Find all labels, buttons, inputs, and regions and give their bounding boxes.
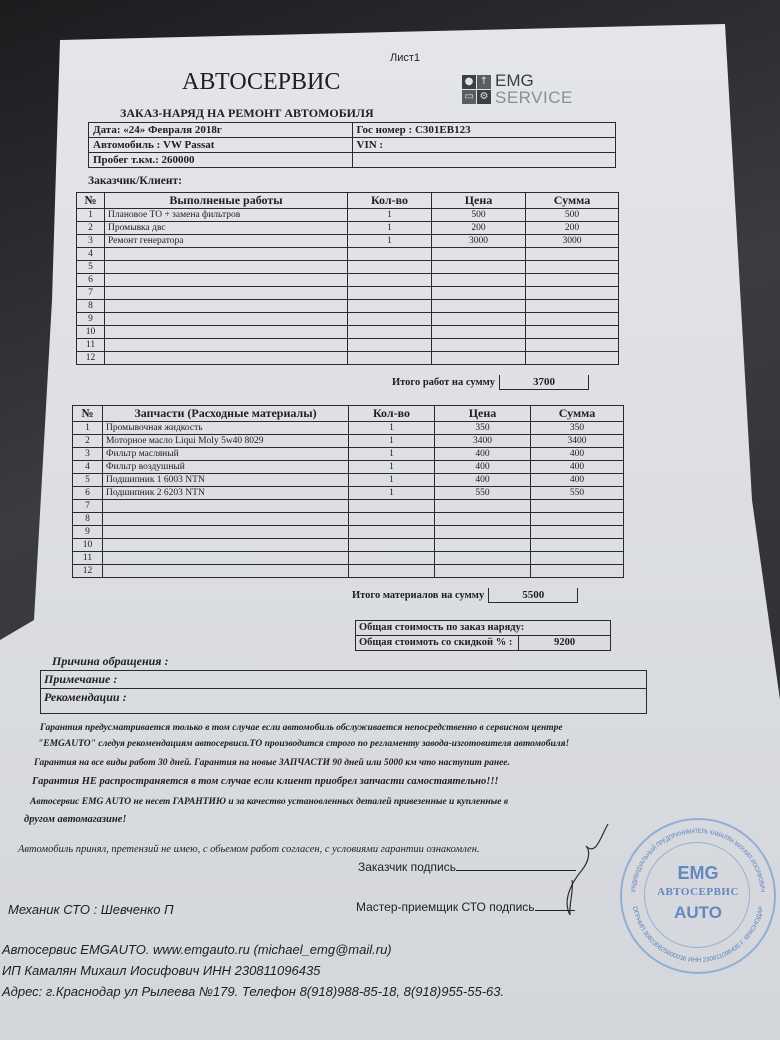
works-row-number: 7 xyxy=(77,287,105,300)
mechanic-name: Механик СТО : Шевченко П xyxy=(8,902,174,917)
cost-summary-table xyxy=(355,620,611,651)
parts-col-qty: Кол-во xyxy=(349,406,435,422)
parts-row-sum: 350 xyxy=(531,422,624,435)
parts-row xyxy=(73,565,624,578)
works-row-name xyxy=(105,261,348,274)
empty-field xyxy=(352,153,616,168)
parts-row-sum: 400 xyxy=(531,461,624,474)
works-row-price xyxy=(432,248,526,261)
works-row-price xyxy=(432,300,526,313)
works-row-sum xyxy=(526,300,619,313)
works-row xyxy=(77,339,619,352)
works-row-name xyxy=(105,352,348,365)
works-row-qty xyxy=(348,274,432,287)
date-field: Дата: «24» Февраля 2018г xyxy=(89,123,353,138)
parts-row-qty: 1 xyxy=(349,448,435,461)
vehicle-info-table xyxy=(88,122,616,168)
works-row xyxy=(77,326,619,339)
works-row-name: Промывка двс xyxy=(105,222,348,235)
works-row-name xyxy=(105,287,348,300)
parts-row xyxy=(73,552,624,565)
works-row xyxy=(77,248,619,261)
parts-row xyxy=(73,500,624,513)
parts-row-sum xyxy=(531,539,624,552)
parts-row xyxy=(73,461,624,474)
parts-row-number: 10 xyxy=(73,539,103,552)
works-row-number: 2 xyxy=(77,222,105,235)
parts-row-name: Фильтр воздушный xyxy=(103,461,349,474)
parts-row-sum xyxy=(531,526,624,539)
stamp-ring-bottom: ОГРНИП 308230825600036 ИНН 230811096435 Г. КРАСНОДАР xyxy=(630,905,766,965)
parts-row-name xyxy=(103,539,349,552)
works-col-price: Цена xyxy=(432,193,526,209)
logo-text xyxy=(495,72,573,106)
parts-row-name xyxy=(103,526,349,539)
works-row-name xyxy=(105,274,348,287)
parts-row-name: Фильтр масляный xyxy=(103,448,349,461)
works-row-sum xyxy=(526,313,619,326)
parts-row-name xyxy=(103,513,349,526)
works-row-number: 11 xyxy=(77,339,105,352)
warranty-line-1: Гарантия предусматривается только в том случае если автомобиль обслуживается непосредственно в сервисном центре xyxy=(40,723,563,733)
parts-row-price xyxy=(435,513,531,526)
works-row-price: 200 xyxy=(432,222,526,235)
parts-row-sum xyxy=(531,552,624,565)
works-row-qty xyxy=(348,326,432,339)
works-row-price xyxy=(432,274,526,287)
warranty-line-2: "EMGAUTO" следуя рекомендациям автосервиса.ТО производится строго по регламенту завода-изготовителя автомобиля! xyxy=(38,739,570,749)
master-signature-line xyxy=(535,898,575,911)
car-field: Автомобиль : VW Passat xyxy=(89,138,353,153)
parts-col-name: Запчасти (Расходные материалы) xyxy=(103,406,349,422)
works-row-name xyxy=(105,326,348,339)
works-row xyxy=(77,209,619,222)
works-row-number: 8 xyxy=(77,300,105,313)
notes-box xyxy=(40,670,647,714)
parts-row xyxy=(73,539,624,552)
works-row-price xyxy=(432,287,526,300)
works-row-number: 9 xyxy=(77,313,105,326)
parts-row-qty: 1 xyxy=(349,422,435,435)
works-row-sum: 200 xyxy=(526,222,619,235)
works-row-qty xyxy=(348,261,432,274)
works-row-sum: 500 xyxy=(526,209,619,222)
master-signature-label: Мастер-приемщик СТО подпись xyxy=(356,900,535,914)
document-subtitle: ЗАКАЗ-НАРЯД НА РЕМОНТ АВТОМОБИЛЯ xyxy=(120,106,374,120)
works-row-name xyxy=(105,339,348,352)
works-row-name: Ремонт генератора xyxy=(105,235,348,248)
emg-service-logo xyxy=(462,72,573,106)
parts-row xyxy=(73,422,624,435)
works-row xyxy=(77,235,619,248)
parts-row-name: Моторное масло Liqui Moly 5w40 8029 xyxy=(103,435,349,448)
parts-row-number: 6 xyxy=(73,487,103,500)
works-row xyxy=(77,222,619,235)
parts-total xyxy=(352,588,578,603)
parts-row xyxy=(73,526,624,539)
works-col-qty: Кол-во xyxy=(348,193,432,209)
parts-row-sum xyxy=(531,500,624,513)
footer-address-phone: Адрес: г.Краснодар ул Рылеева №179. Телефон 8(918)988-85-18, 8(918)955-55-63. xyxy=(2,984,505,999)
master-signature xyxy=(356,898,575,914)
parts-row-qty xyxy=(349,500,435,513)
parts-header-row xyxy=(73,406,624,422)
warranty-line-4: Гарантия НЕ распространяется в том случае если клиент приобрел запчасти самостаятельно!!! xyxy=(32,776,499,787)
works-row xyxy=(77,313,619,326)
works-row-number: 6 xyxy=(77,274,105,287)
works-row-name xyxy=(105,300,348,313)
parts-row xyxy=(73,487,624,500)
works-row-sum: 3000 xyxy=(526,235,619,248)
parts-row-price: 400 xyxy=(435,474,531,487)
parts-col-price: Цена xyxy=(435,406,531,422)
works-header-row xyxy=(77,193,619,209)
parts-row-number: 1 xyxy=(73,422,103,435)
parts-row-qty: 1 xyxy=(349,487,435,500)
parts-row-number: 5 xyxy=(73,474,103,487)
works-row-price xyxy=(432,326,526,339)
works-row xyxy=(77,261,619,274)
parts-row-name xyxy=(103,565,349,578)
parts-row-sum: 400 xyxy=(531,474,624,487)
parts-row-price xyxy=(435,539,531,552)
works-col-sum: Сумма xyxy=(526,193,619,209)
parts-row-price: 350 xyxy=(435,422,531,435)
parts-col-sum: Сумма xyxy=(531,406,624,422)
engine-icon: ▭ xyxy=(462,90,476,104)
parts-row-number: 2 xyxy=(73,435,103,448)
stamp-ring-top: ИНДИВИДУАЛЬНЫЙ ПРЕДПРИНИМАТЕЛЬ КАМАЛЯН МИХАИЛ ИОСИФОВИЧ xyxy=(630,827,766,894)
parts-row-name xyxy=(103,500,349,513)
parts-row-sum xyxy=(531,565,624,578)
works-row-price: 500 xyxy=(432,209,526,222)
parts-row-name: Подшипник 2 6203 NTN xyxy=(103,487,349,500)
works-row-number: 10 xyxy=(77,326,105,339)
parts-row-price: 400 xyxy=(435,461,531,474)
parts-row xyxy=(73,448,624,461)
parts-row-price: 400 xyxy=(435,448,531,461)
gear-icon: ⚙ xyxy=(477,90,491,104)
works-row-qty: 1 xyxy=(348,209,432,222)
works-row-sum xyxy=(526,352,619,365)
spark-plug-icon: ↑ xyxy=(477,75,491,89)
works-row xyxy=(77,300,619,313)
works-row-qty xyxy=(348,339,432,352)
works-row-sum xyxy=(526,339,619,352)
parts-total-label: Итого материалов на сумму xyxy=(352,589,485,601)
logo-service: SERVICE xyxy=(495,88,573,107)
parts-row-price xyxy=(435,565,531,578)
works-row-number: 4 xyxy=(77,248,105,261)
parts-row-name: Подшипник 1 6003 NTN xyxy=(103,474,349,487)
works-row-sum xyxy=(526,274,619,287)
customer-signature xyxy=(358,858,576,874)
works-row-number: 1 xyxy=(77,209,105,222)
works-row-price: 3000 xyxy=(432,235,526,248)
parts-row-number: 7 xyxy=(73,500,103,513)
recommendations-label: Рекомендации : xyxy=(44,690,127,704)
discount-total-label: Общая стоимоть со скидкой % : xyxy=(356,636,519,651)
works-row-price xyxy=(432,313,526,326)
parts-row-sum: 550 xyxy=(531,487,624,500)
works-col-number: № xyxy=(77,193,105,209)
works-row-price xyxy=(432,339,526,352)
warranty-line-3: Гарантия на все виды работ 30 дней. Гарантия на новые ЗАПЧАСТИ 90 дней или 5000 км что наступит ранее. xyxy=(34,758,510,768)
works-col-name: Выполненые работы xyxy=(105,193,348,209)
parts-row-sum xyxy=(531,513,624,526)
parts-row-qty: 1 xyxy=(349,435,435,448)
works-row-name xyxy=(105,248,348,261)
parts-row-price: 3400 xyxy=(435,435,531,448)
parts-row-number: 8 xyxy=(73,513,103,526)
customer-signature-line xyxy=(456,858,576,871)
footer-company-contact: Автосервис EMGAUTO. www.emgauto.ru (michael_emg@mail.ru) xyxy=(2,942,392,957)
warranty-line-6: другом автомагазине! xyxy=(24,814,127,825)
customer-signature-label: Заказчик подпись xyxy=(358,860,456,874)
parts-row-sum: 3400 xyxy=(531,435,624,448)
works-row-qty: 1 xyxy=(348,222,432,235)
note-label: Примечание : xyxy=(41,671,646,689)
client-label: Заказчик/Клиент: xyxy=(88,175,182,187)
works-row-price xyxy=(432,352,526,365)
works-row xyxy=(77,287,619,300)
oil-drop-icon: ● xyxy=(462,75,476,89)
mileage-field: Пробег т.км.: 260000 xyxy=(89,153,353,168)
order-total-label: Общая стоимость по заказ наряду: xyxy=(356,621,611,636)
plate-field: Гос номер : С301ЕВ123 xyxy=(352,123,616,138)
parts-row-number: 9 xyxy=(73,526,103,539)
works-row-number: 12 xyxy=(77,352,105,365)
parts-row-qty xyxy=(349,526,435,539)
document-title: АВТОСЕРВИС xyxy=(182,69,341,95)
acceptance-statement: Автомобиль принял, претензий не имею, с обьемом работ согласен, с условиями гарантии ознакомлен. xyxy=(18,844,480,855)
works-row-sum xyxy=(526,261,619,274)
footer-owner-inn: ИП Камалян Михаил Иосифович ИНН 230811096435 xyxy=(2,963,321,978)
company-stamp xyxy=(620,818,776,974)
sheet-label: Лист1 xyxy=(390,52,421,64)
parts-row-price xyxy=(435,500,531,513)
works-row-name: Плановое ТО + замена фильтров xyxy=(105,209,348,222)
parts-col-number: № xyxy=(73,406,103,422)
works-row-qty xyxy=(348,287,432,300)
parts-row xyxy=(73,513,624,526)
parts-row-qty xyxy=(349,513,435,526)
parts-row-qty: 1 xyxy=(349,461,435,474)
vin-field: VIN : xyxy=(352,138,616,153)
parts-row-qty xyxy=(349,552,435,565)
parts-row-price xyxy=(435,526,531,539)
stamp-auto: AUTO xyxy=(674,903,722,922)
works-row xyxy=(77,352,619,365)
logo-emg: EMG xyxy=(495,71,534,90)
stamp-service: АВТОСЕРВИС xyxy=(657,886,739,898)
parts-row-sum: 400 xyxy=(531,448,624,461)
parts-row xyxy=(73,435,624,448)
works-row-price xyxy=(432,261,526,274)
works-row-qty xyxy=(348,313,432,326)
works-row-sum xyxy=(526,287,619,300)
parts-row-price: 550 xyxy=(435,487,531,500)
works-row-number: 5 xyxy=(77,261,105,274)
works-row-sum xyxy=(526,248,619,261)
logo-icon-grid xyxy=(462,75,491,104)
parts-row xyxy=(73,474,624,487)
parts-total-value: 5500 xyxy=(488,588,578,603)
reason-label: Причина обращения : xyxy=(52,654,169,668)
parts-row-number: 12 xyxy=(73,565,103,578)
works-total xyxy=(392,375,589,390)
warranty-line-5: Автосервис EMG AUTO не несет ГАРАНТИЮ и за качество установленных деталей привезенные и купленные в xyxy=(30,797,509,807)
discount-total-value: 9200 xyxy=(519,636,611,651)
parts-table xyxy=(72,405,624,578)
works-row xyxy=(77,274,619,287)
parts-row-number: 3 xyxy=(73,448,103,461)
stamp-emg: EMG xyxy=(677,863,719,883)
works-row-qty xyxy=(348,352,432,365)
parts-row-number: 4 xyxy=(73,461,103,474)
works-row-name xyxy=(105,313,348,326)
parts-row-qty: 1 xyxy=(349,474,435,487)
works-total-value: 3700 xyxy=(499,375,589,390)
works-total-label: Итого работ на сумму xyxy=(392,376,496,388)
works-row-qty xyxy=(348,248,432,261)
parts-row-name: Промывочная жидкость xyxy=(103,422,349,435)
parts-row-name xyxy=(103,552,349,565)
works-row-sum xyxy=(526,326,619,339)
works-table xyxy=(76,192,619,365)
parts-row-number: 11 xyxy=(73,552,103,565)
parts-row-qty xyxy=(349,539,435,552)
parts-row-qty xyxy=(349,565,435,578)
parts-row-price xyxy=(435,552,531,565)
works-row-qty: 1 xyxy=(348,235,432,248)
works-row-qty xyxy=(348,300,432,313)
works-row-number: 3 xyxy=(77,235,105,248)
